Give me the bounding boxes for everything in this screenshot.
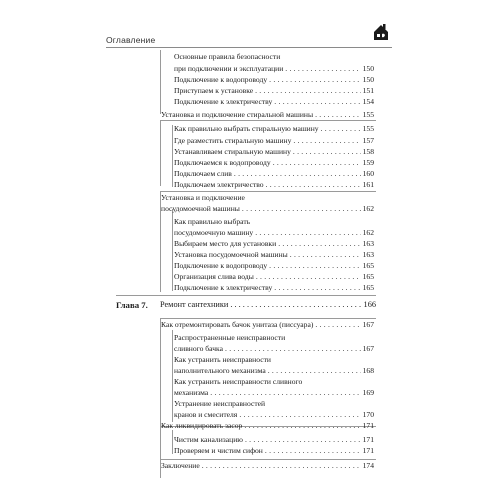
level2-guide (172, 330, 173, 422)
level2-guide (160, 318, 161, 478)
toc-line[interactable]: посудомоечную машину . . . 162 (174, 228, 374, 238)
toc-line[interactable]: Установка посудомоечной машины . . . 163 (174, 250, 374, 260)
toc-line[interactable]: Как ликвидировать засор . . . 171 (161, 421, 374, 431)
toc-line[interactable]: Установка и подключение (161, 193, 245, 202)
level2-guide (172, 125, 173, 187)
section-divider (160, 318, 376, 319)
toc-line[interactable]: Приступаем к установке . . . 151 (174, 86, 374, 96)
toc-line[interactable]: посудомоечной машины . . . 162 (161, 204, 374, 214)
toc-line[interactable]: Установка и подключение стиральной машины . . . 155 (161, 110, 374, 120)
toc-line[interactable]: Чистим канализацию . . . 171 (174, 435, 374, 445)
section-divider (160, 120, 376, 121)
chapter-title: Ремонт сантехники (160, 300, 229, 309)
toc-line[interactable]: Проверяем и чистим сифон . . . 171 (174, 446, 374, 456)
toc-line[interactable]: Как устранить неисправности сливного (174, 377, 303, 386)
toc-line[interactable]: Подключение к электричеству . . . 165 (174, 283, 374, 293)
toc-line[interactable]: Подключаем слив . . . 160 (174, 169, 374, 179)
toc-line[interactable]: Подключаемся к водопроводу . . . 159 (174, 158, 374, 168)
toc-line[interactable]: сливного бачка . . . 167 (174, 344, 374, 354)
toc-line[interactable]: Где разместить стиральную машину . . . 157 (174, 136, 374, 146)
toc-line[interactable]: Основные правила безопасности (174, 52, 281, 61)
house-logo-icon (372, 22, 390, 42)
section-title: Оглавление (106, 35, 156, 45)
toc-line[interactable]: Выбираем место для установки . . . 163 (174, 239, 374, 249)
level2-guide (172, 430, 173, 454)
toc-line[interactable]: Устанавливаем стиральную машину . . . 158 (174, 147, 374, 157)
toc-line[interactable]: Как правильно выбрать стиральную машину . . . 155 (174, 124, 374, 134)
toc-line[interactable]: Подключение к водопроводу . . . 165 (174, 261, 374, 271)
level1-guide (160, 120, 161, 186)
toc-line[interactable]: механизма . . . 169 (174, 388, 374, 398)
toc-line[interactable]: Подключаем электричество . . . 161 (174, 180, 374, 190)
level2-guide (172, 209, 173, 291)
section-divider (160, 459, 376, 460)
toc-line[interactable]: кранов и смесителя . . . 170 (174, 410, 374, 420)
toc-line[interactable]: Подключение к электричеству . . . 154 (174, 97, 374, 107)
toc-line[interactable]: Как устранить неисправности (174, 355, 271, 364)
toc-line[interactable]: Заключение . . . 174 (161, 461, 374, 471)
level1-guide (160, 50, 161, 114)
chapter-number: Глава 7. (116, 300, 148, 310)
section-divider (116, 295, 376, 296)
section-divider (160, 191, 376, 192)
toc-line[interactable]: Подключение к водопроводу . . . 150 (174, 75, 374, 85)
toc-line[interactable]: Устранение неисправностей (174, 399, 266, 408)
toc-line[interactable]: Как правильно выбрать (174, 217, 251, 226)
toc-line[interactable]: наполнительного механизма . . . 168 (174, 366, 374, 376)
toc-line[interactable]: Организация слива воды . . . 165 (174, 272, 374, 282)
chapter-page: 166 (363, 300, 376, 309)
toc-line[interactable]: при подключении и эксплуатации . . . 150 (174, 64, 374, 74)
toc-line[interactable]: Как отремонтировать бачок унитаза (писсуара) . . . 167 (161, 320, 374, 330)
page-header (106, 34, 392, 54)
header-rule (106, 47, 392, 48)
chapter-title-row[interactable] (160, 299, 376, 311)
toc-line[interactable]: Распространенные неисправности (174, 333, 286, 342)
